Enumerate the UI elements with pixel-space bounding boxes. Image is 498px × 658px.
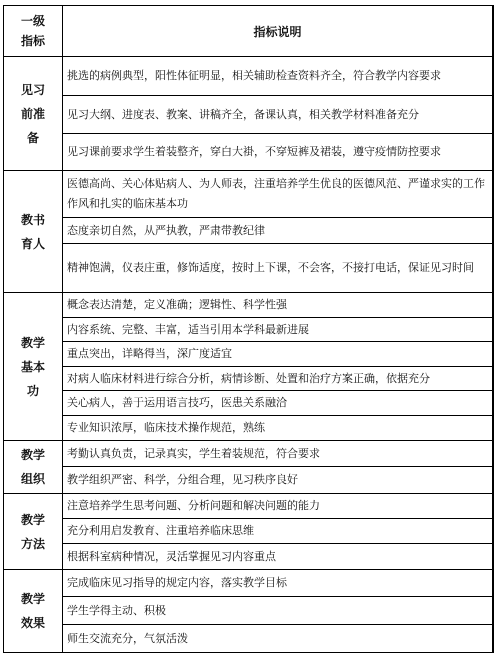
- table-row: 充分利用启发教育、注重培养临床思维: [63, 519, 492, 544]
- table-row: 专业知识浓厚，临床技术操作规范，熟练: [67, 421, 265, 434]
- table-row: 对病人临床材料进行综合分析，病情诊断、处置和治疗方案正确，依据充分: [63, 367, 492, 391]
- group-teaching-effect: [4, 570, 492, 652]
- group-teaching-ethics: [4, 171, 492, 293]
- group-name: [4, 570, 62, 652]
- header-level1-line2: 指标: [20, 34, 45, 48]
- table-row: 完成临床见习指导的规定内容，落实教学目标: [63, 570, 492, 597]
- group-preparation: [4, 57, 492, 171]
- group-name-line: 前准: [20, 106, 45, 121]
- group-teaching-skills: [4, 293, 492, 441]
- table-row: 师生交流充分，气氛活泼: [67, 631, 188, 645]
- group-teaching-methods: [4, 494, 492, 570]
- group-teaching-organization: [4, 441, 492, 494]
- group-name-line: 教学: [20, 592, 45, 606]
- table-row: 根据科室病种情况，灵活掌握见习内容重点: [67, 549, 276, 563]
- table-row: 重点突出，详略得当，深广度适宜: [63, 342, 492, 367]
- group-name-line: 效果: [20, 616, 45, 630]
- table-row: 概念表达清楚，定义准确；逻辑性、科学性强: [63, 293, 492, 318]
- group-name: [4, 171, 62, 292]
- table-row: 见习课前要求学生着装整齐，穿白大褂，不穿短裤及裙装，遵守疫情防控要求: [67, 145, 441, 158]
- table-row: 挑选的病例典型，阳性体征明显，相关辅助检查资料齐全，符合教学内容要求: [63, 57, 492, 96]
- table-row: 关心病人，善于运用语言技巧，医患关系融洽: [63, 391, 492, 416]
- table-row: 精神饱满，仪表庄重，修饰适度，按时上下课，不会客，不接打电话，保证见习时间: [67, 261, 474, 274]
- group-name: [4, 293, 62, 440]
- table-row: 考勤认真负责，记录真实，学生着装规范，符合要求: [63, 441, 492, 467]
- header-description: 指标说明: [253, 24, 302, 39]
- table-row: 学生学得主动、积极: [63, 597, 492, 625]
- group-name: [4, 441, 62, 493]
- group-name-line: 备: [26, 130, 39, 145]
- table-row: 内容系统、完整、丰富，适当引用本学科最新进展: [63, 318, 492, 342]
- group-name-line: 基本: [20, 359, 45, 374]
- group-name-line: 方法: [20, 536, 45, 551]
- table-header: [4, 6, 492, 57]
- header-level1-line1: 一级: [20, 14, 45, 28]
- group-name-line: 功: [26, 383, 39, 398]
- group-name-line: 教学: [20, 448, 45, 462]
- group-name-line: 教学: [20, 512, 45, 527]
- indicator-table: [3, 5, 494, 653]
- table-row: 注意培养学生思考问题、分析问题和解决问题的能力: [63, 494, 492, 519]
- table-row: 态度亲切自然，从严执教，严肃带教纪律: [63, 218, 492, 244]
- group-name-line: 见习: [20, 82, 45, 97]
- group-name: [4, 494, 62, 569]
- table-row: 医德高尚、关心体贴病人、为人师表，注重培养学生优良的医德风范、严谨求实的工作作风和扎实的临床基本功: [63, 171, 492, 218]
- group-name-line: 教学: [20, 335, 45, 350]
- group-name-line: 组织: [20, 472, 45, 486]
- header-level1-indicator: [4, 6, 62, 56]
- table-row: 教学组织严密、科学，分组合理，见习秩序良好: [67, 473, 298, 486]
- group-name: [4, 57, 62, 170]
- group-name-line: 育人: [20, 236, 45, 251]
- table-row: 见习大纲、进度表、教案、讲稿齐全，备课认真，相关教学材料准备充分: [63, 96, 492, 134]
- group-name-line: 教书: [20, 212, 45, 227]
